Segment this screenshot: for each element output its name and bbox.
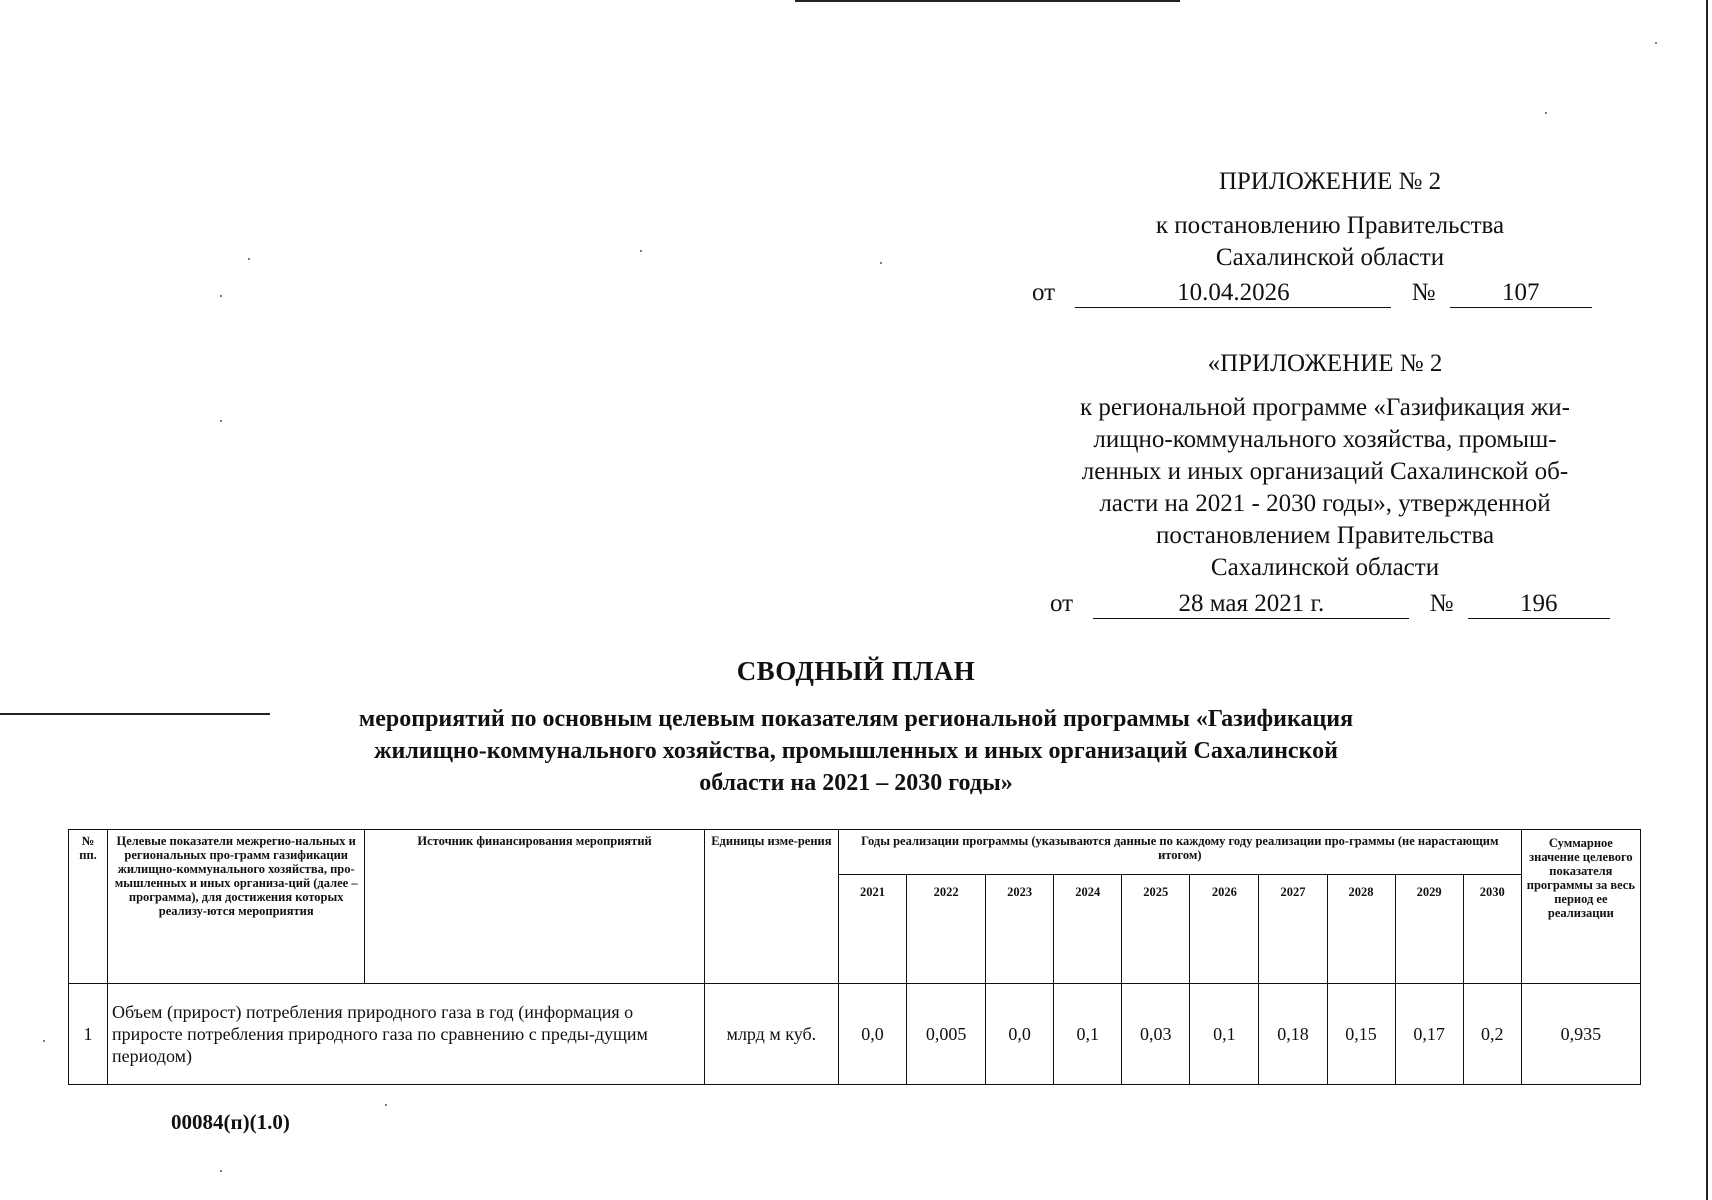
header-year: 2029	[1395, 875, 1463, 984]
prior-attachment-number: 196	[1468, 590, 1610, 619]
row-value: 0,1	[1054, 984, 1122, 1085]
prior-attachment-line: Сахалинской области	[1210, 554, 1440, 581]
plan-subtitle-line: жилищно-коммунального хозяйства, промышленных и иных организаций Сахалинской	[374, 738, 1338, 764]
header-num: № пп.	[69, 830, 108, 984]
row-total: 0,935	[1521, 984, 1640, 1085]
scan-edge-top	[795, 0, 1180, 2]
prior-attachment-line: постановлением Правительства	[1155, 522, 1495, 549]
header-years-group: Годы реализации программы (указываются данные по каждому году реализации про-граммы (не нарастающим итогом)	[838, 830, 1521, 875]
header-indicator: Целевые показатели межрегио-нальных и региональных про-грамм газификации жилищно-коммунального хозяйства, про-мышленных и иных организа-ций (далее – программа), для достижения которых реализу-ются мероприятия	[108, 830, 365, 984]
speck	[43, 1040, 45, 1042]
prior-attachment-block	[1020, 348, 1630, 584]
attachment-number: 107	[1450, 279, 1592, 308]
header-year: 2025	[1122, 875, 1190, 984]
speck	[248, 258, 250, 260]
from-prefix: от	[1032, 279, 1056, 306]
attachment-block	[1060, 166, 1600, 274]
row-value: 0,15	[1327, 984, 1395, 1085]
number-prefix: №	[1429, 590, 1454, 617]
prior-attachment-line: ласти на 2021 - 2030 годы», утвержденной	[1099, 490, 1551, 517]
row-indicator: Объем (прирост) потребления природного газа в год (информация о приросте потребления природного газа по сравнению с преды-дущим периодом)	[108, 984, 705, 1085]
from-prefix: от	[1050, 590, 1074, 617]
header-year: 2026	[1190, 875, 1259, 984]
header-year: 2021	[838, 875, 906, 984]
row-value: 0,03	[1122, 984, 1190, 1085]
speck	[220, 295, 222, 297]
speck	[220, 420, 222, 422]
header-source: Источник финансирования мероприятий	[365, 830, 704, 984]
plan-title: СВОДНЫЙ ПЛАН	[736, 656, 976, 686]
speck	[1545, 112, 1547, 114]
header-year: 2027	[1259, 875, 1327, 984]
attachment-date-line	[1032, 279, 1592, 308]
row-value: 0,005	[907, 984, 986, 1085]
prior-attachment-line: ленных и иных организаций Сахалинской об-	[1081, 458, 1569, 485]
row-value: 0,1	[1190, 984, 1259, 1085]
row-value: 0,0	[986, 984, 1054, 1085]
speck	[880, 262, 882, 264]
scan-edge-right	[1706, 0, 1708, 1200]
plan-subtitle	[0, 703, 1712, 799]
row-value: 0,2	[1463, 984, 1521, 1085]
plan-table	[68, 829, 1641, 1085]
header-year: 2023	[986, 875, 1054, 984]
speck	[385, 1104, 387, 1106]
row-value: 0,18	[1259, 984, 1327, 1085]
attachment-to-line-2: Сахалинской области	[1215, 244, 1445, 271]
speck	[640, 250, 642, 252]
plan-subtitle-line: области на 2021 – 2030 годы»	[699, 770, 1013, 796]
number-prefix: №	[1411, 279, 1436, 306]
header-total: Суммарное значение целевого показателя программы за весь период ее реализации	[1521, 830, 1640, 984]
prior-attachment-line: к региональной программе «Газификация жи-	[1079, 394, 1571, 421]
prior-attachment-date-line	[1050, 590, 1610, 619]
header-year: 2024	[1054, 875, 1122, 984]
attachment-title: ПРИЛОЖЕНИЕ № 2	[1218, 168, 1442, 195]
document-code: 00084(п)(1.0)	[171, 1110, 290, 1134]
header-year: 2028	[1327, 875, 1395, 984]
attachment-to-line-1: к постановлению Правительства	[1155, 212, 1505, 239]
prior-attachment-title: «ПРИЛОЖЕНИЕ № 2	[1207, 350, 1443, 377]
row-num: 1	[69, 984, 108, 1085]
header-unit: Единицы изме-рения	[704, 830, 838, 984]
header-year: 2022	[907, 875, 986, 984]
prior-attachment-line: лищно-коммунального хозяйства, промыш-	[1093, 426, 1557, 453]
row-unit: млрд м куб.	[704, 984, 838, 1085]
row-value: 0,17	[1395, 984, 1463, 1085]
speck	[220, 1170, 222, 1172]
plan-subtitle-line: мероприятий по основным целевым показателям региональной программы «Газификация	[358, 706, 1354, 732]
table-row	[69, 984, 1641, 1085]
prior-attachment-date: 28 мая 2021 г.	[1093, 590, 1409, 619]
speck	[1655, 42, 1657, 44]
row-value: 0,0	[838, 984, 906, 1085]
header-year: 2030	[1463, 875, 1521, 984]
attachment-date: 10.04.2026	[1075, 279, 1391, 308]
